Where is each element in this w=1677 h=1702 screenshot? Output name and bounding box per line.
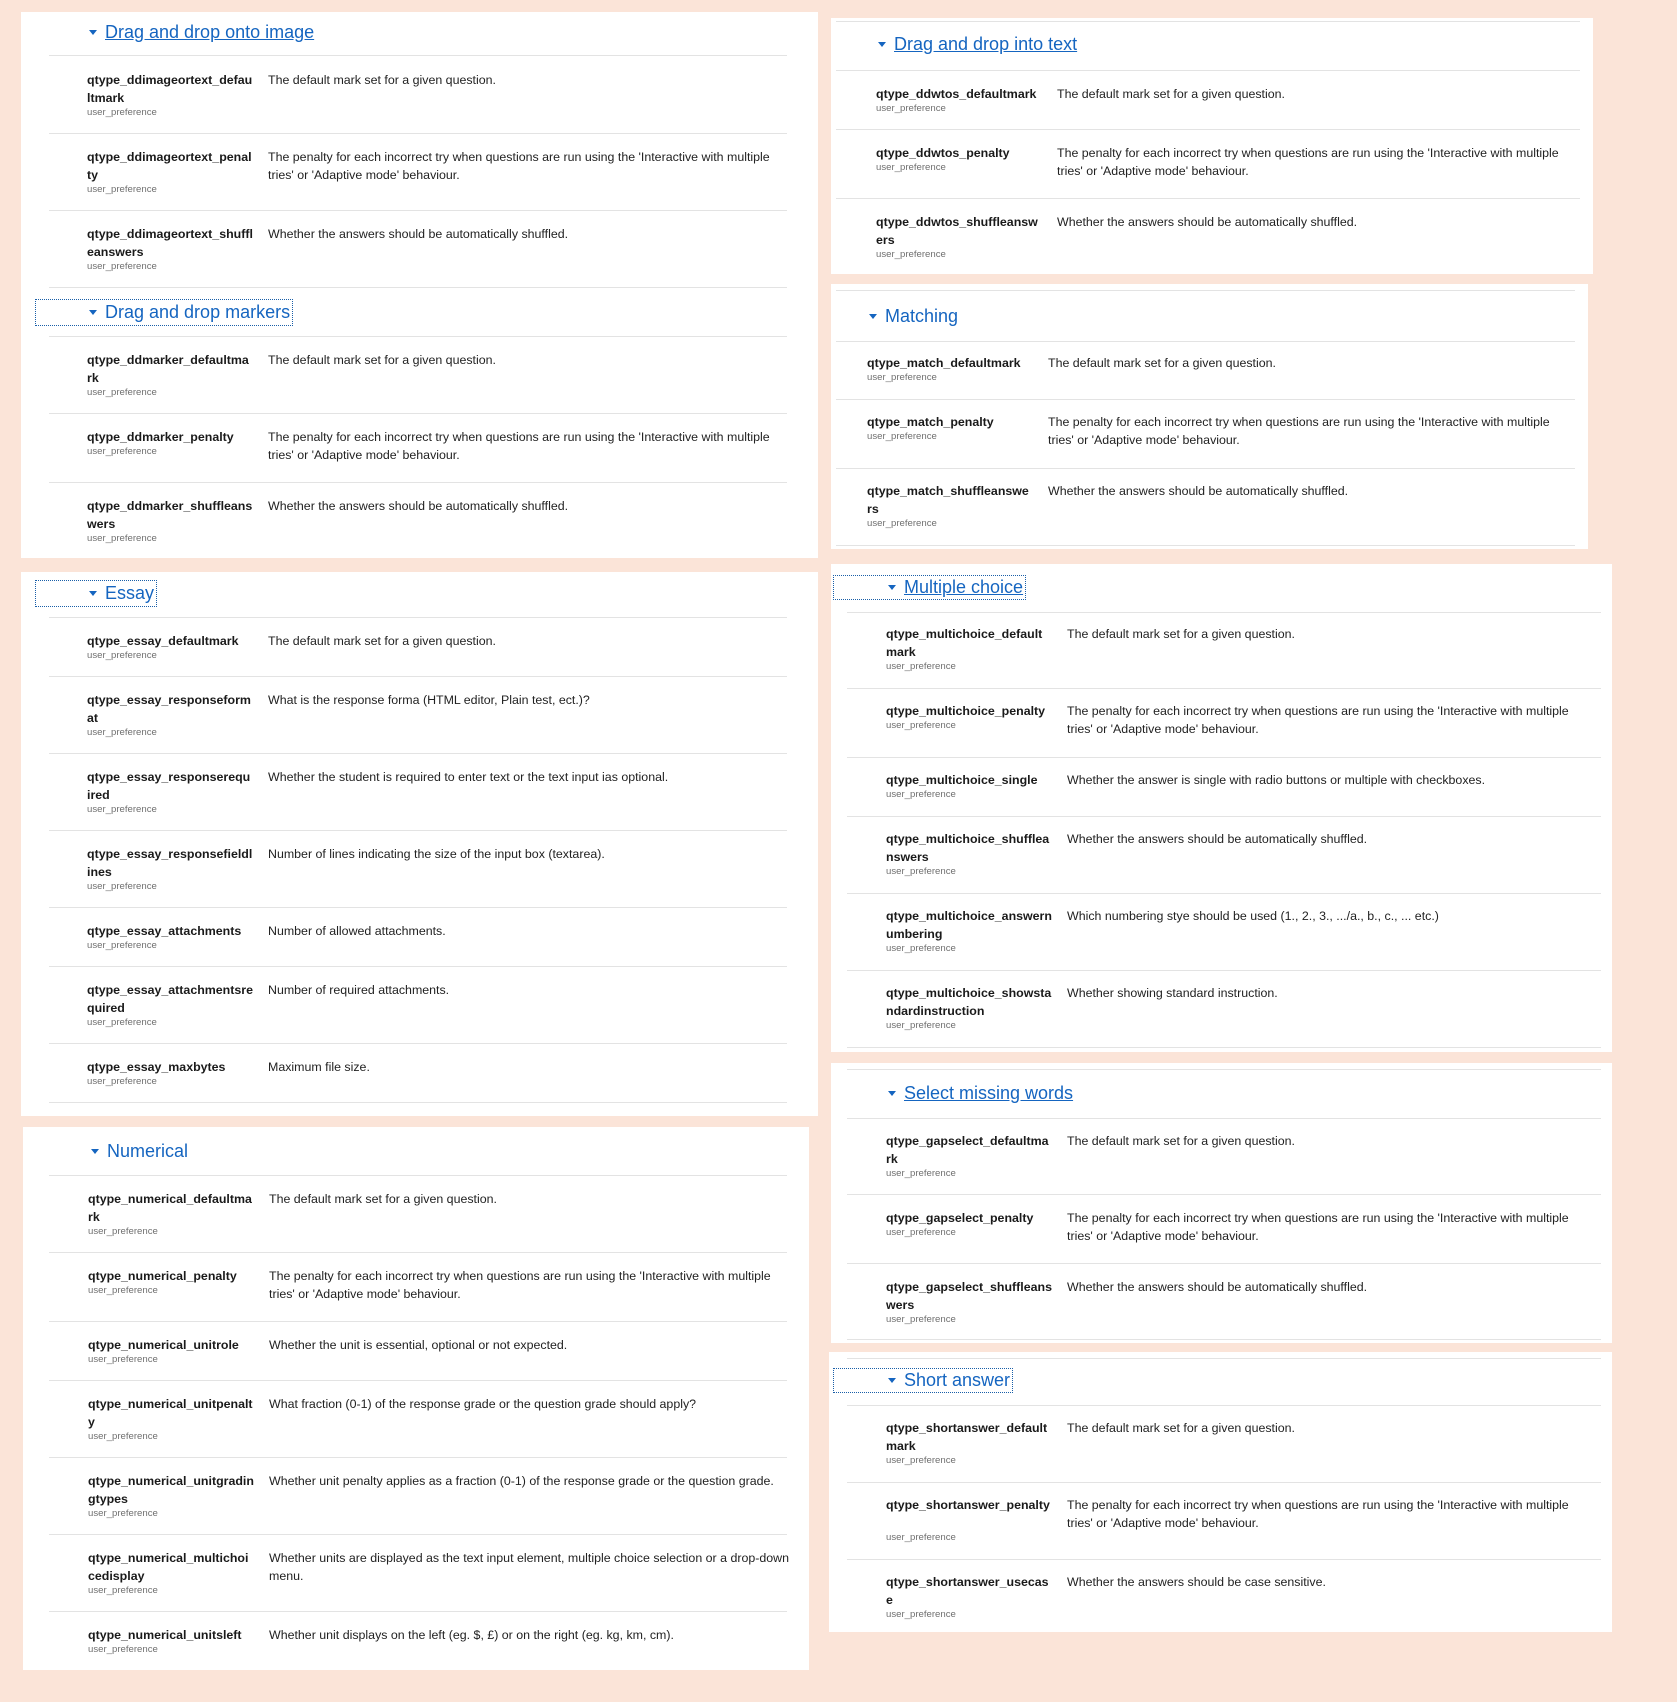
divider (847, 1339, 1601, 1340)
setting-name: qtype_numerical_defaultmark (88, 1192, 252, 1224)
setting-name: qtype_numerical_unitsleft (88, 1628, 242, 1642)
setting-description: What is the response forma (HTML editor, Plain test, ect.)? (268, 693, 590, 707)
setting-type: user_preference (886, 1314, 956, 1325)
setting-name: qtype_essay_attachmentsrequired (87, 983, 253, 1015)
setting-name: qtype_gapselect_shuffleanswers (886, 1280, 1052, 1312)
section-header-multichoice[interactable] (834, 576, 1025, 599)
chevron-down-icon (869, 314, 877, 319)
setting-name: qtype_ddwtos_shuffleanswers (876, 215, 1038, 247)
chevron-down-icon (888, 1091, 896, 1096)
chevron-down-icon (89, 310, 97, 315)
divider (836, 399, 1575, 400)
setting-type: user_preference (867, 372, 937, 383)
panel-gapselect (831, 1063, 1612, 1343)
panel-dd-image-markers (21, 12, 818, 558)
divider (847, 1263, 1601, 1264)
setting-type: user_preference (886, 1455, 956, 1466)
setting-type: user_preference (88, 1644, 158, 1655)
section-title[interactable]: Drag and drop markers (105, 302, 291, 322)
divider (847, 816, 1601, 817)
setting-type: user_preference (886, 943, 956, 954)
setting-type: user_preference (87, 1076, 157, 1087)
setting-description: Number of allowed attachments. (268, 924, 446, 938)
setting-description: The penalty for each incorrect try when questions are run using the 'Interactive with multiple tries' or 'Adaptive mode' behaviour. (269, 1269, 771, 1301)
setting-description: Number of required attachments. (268, 983, 450, 997)
setting-type: user_preference (886, 1227, 956, 1238)
divider (847, 1069, 1601, 1070)
setting-description: The default mark set for a given question. (268, 353, 496, 367)
setting-description: Which numbering stye should be used (1., 2., 3., .../a., b., c., ... etc.) (1067, 909, 1439, 923)
setting-name: qtype_ddmarker_penalty (87, 430, 234, 444)
setting-type: user_preference (886, 661, 956, 672)
setting-name: qtype_shortanswer_defaultmark (886, 1421, 1048, 1453)
divider (49, 210, 787, 211)
setting-type: user_preference (886, 1020, 956, 1031)
setting-type: user_preference (876, 162, 946, 173)
divider (836, 129, 1580, 130)
setting-type: user_preference (87, 940, 157, 951)
setting-description: The penalty for each incorrect try when questions are run using the 'Interactive with multiple tries' or 'Adaptive mode' behaviour. (268, 430, 770, 462)
setting-description: The default mark set for a given question. (1057, 87, 1285, 101)
setting-name: qtype_multichoice_showstandardinstruction (886, 986, 1052, 1018)
chevron-down-icon (89, 30, 97, 35)
divider (49, 1321, 787, 1322)
setting-name: qtype_numerical_unitgradingtypes (88, 1474, 254, 1506)
setting-type: user_preference (876, 103, 946, 114)
panel-shortanswer (829, 1352, 1612, 1632)
setting-description: The penalty for each incorrect try when questions are run using the 'Interactive with multiple tries' or 'Adaptive mode' behaviour. (1067, 1211, 1569, 1243)
setting-description: The penalty for each incorrect try when questions are run using the 'Interactive with multiple tries' or 'Adaptive mode' behaviour. (1067, 1498, 1569, 1530)
divider (49, 907, 787, 908)
setting-description: Whether units are displayed as the text input element, multiple choice selection or a drop-down menu. (269, 1551, 790, 1583)
divider (49, 1534, 787, 1535)
divider (49, 482, 787, 483)
setting-type: user_preference (87, 650, 157, 661)
divider (847, 1482, 1601, 1483)
setting-description: Number of lines indicating the size of the input box (textarea). (268, 847, 605, 861)
divider (847, 612, 1601, 613)
setting-name: qtype_essay_defaultmark (87, 634, 239, 648)
setting-description: Whether showing standard instruction. (1067, 986, 1278, 1000)
section-header-shortanswer[interactable] (834, 1369, 1012, 1392)
setting-name: qtype_multichoice_answernumbering (886, 909, 1052, 941)
section-title[interactable]: Essay (105, 583, 155, 603)
section-header-numerical[interactable] (91, 1141, 188, 1162)
setting-type: user_preference (88, 1226, 158, 1237)
setting-name: qtype_numerical_unitpenalty (88, 1397, 253, 1429)
divider (49, 287, 787, 288)
setting-description: Whether the answers should be automatically shuffled. (268, 227, 569, 241)
setting-type: user_preference (886, 1532, 956, 1543)
divider (49, 133, 787, 134)
setting-type: user_preference (87, 107, 157, 118)
setting-description: The default mark set for a given question. (1067, 627, 1295, 641)
setting-name: qtype_match_shuffleanswers (867, 484, 1029, 516)
divider (49, 1380, 787, 1381)
setting-description: The penalty for each incorrect try when questions are run using the 'Interactive with multiple tries' or 'Adaptive mode' behaviour. (268, 150, 770, 182)
divider (836, 545, 1575, 546)
section-title[interactable]: Drag and drop into text (894, 34, 1078, 54)
divider (836, 198, 1580, 199)
divider (847, 1358, 1601, 1359)
setting-description: Whether the answer is single with radio buttons or multiple with checkboxes. (1067, 773, 1486, 787)
divider (836, 341, 1575, 342)
setting-description: The default mark set for a given question. (268, 634, 496, 648)
setting-name: qtype_essay_responserequired (87, 770, 251, 802)
setting-description: What fraction (0-1) of the response grade or the question grade should apply? (269, 1397, 697, 1411)
divider (836, 21, 1580, 22)
divider (847, 970, 1601, 971)
divider (836, 468, 1575, 469)
setting-name: qtype_match_defaultmark (867, 356, 1021, 370)
setting-type: user_preference (88, 1431, 158, 1442)
setting-type: user_preference (886, 1609, 956, 1620)
setting-type: user_preference (867, 518, 937, 529)
divider (836, 290, 1575, 291)
setting-name: qtype_ddwtos_defaultmark (876, 87, 1037, 101)
setting-name: qtype_multichoice_shuffleanswers (886, 832, 1050, 864)
setting-description: Whether the unit is essential, optional or not expected. (269, 1338, 568, 1352)
setting-name: qtype_ddimageortext_shuffleanswers (87, 227, 253, 259)
section-title[interactable]: Matching (885, 306, 959, 326)
setting-description: The penalty for each incorrect try when questions are run using the 'Interactive with multiple tries' or 'Adaptive mode' behaviour. (1057, 146, 1559, 178)
setting-name: qtype_numerical_penalty (88, 1269, 237, 1283)
divider (49, 1102, 787, 1103)
divider (847, 1194, 1601, 1195)
divider (49, 1252, 787, 1253)
setting-name: qtype_ddmarker_shuffleanswers (87, 499, 253, 531)
setting-type: user_preference (886, 789, 956, 800)
divider (49, 1457, 787, 1458)
setting-description: The default mark set for a given question. (1067, 1421, 1295, 1435)
panel-matching (831, 284, 1588, 549)
section-title[interactable]: Numerical (107, 1141, 189, 1161)
panel-multichoice (831, 564, 1612, 1052)
setting-description: Whether the answers should be automatically shuffled. (1057, 215, 1358, 229)
setting-type: user_preference (87, 184, 157, 195)
panel-essay (21, 572, 818, 1116)
section-header-essay[interactable] (36, 581, 156, 606)
setting-name: qtype_essay_responseformat (87, 693, 251, 725)
setting-name: qtype_multichoice_defaultmark (886, 627, 1043, 659)
setting-description: The default mark set for a given question. (269, 1192, 497, 1206)
divider (49, 1175, 787, 1176)
chevron-down-icon (888, 585, 896, 590)
setting-type: user_preference (87, 881, 157, 892)
setting-description: The default mark set for a given question. (1067, 1134, 1295, 1148)
setting-description: Whether the answers should be automatically shuffled. (1067, 832, 1368, 846)
setting-name: qtype_essay_maxbytes (87, 1060, 226, 1074)
setting-name: qtype_match_penalty (867, 415, 994, 429)
section-title[interactable]: Multiple choice (904, 577, 1024, 597)
setting-description: Whether the student is required to enter text or the text input ias optional. (268, 770, 669, 784)
setting-type: user_preference (886, 720, 956, 731)
setting-name: qtype_gapselect_defaultmark (886, 1134, 1049, 1166)
divider (847, 1047, 1601, 1048)
setting-description: Whether unit displays on the left (eg. $, £) or on the right (eg. kg, km, cm). (269, 1628, 674, 1642)
setting-description: Whether the answers should be case sensitive. (1067, 1575, 1326, 1589)
section-title[interactable]: Select missing words (904, 1083, 1074, 1103)
setting-type: user_preference (87, 804, 157, 815)
setting-type: user_preference (87, 446, 157, 457)
divider (49, 830, 787, 831)
setting-type: user_preference (886, 866, 956, 877)
setting-type: user_preference (88, 1508, 158, 1519)
panel-ddwtos (831, 18, 1593, 274)
setting-type: user_preference (87, 727, 157, 738)
setting-type: user_preference (88, 1585, 158, 1596)
setting-description: The default mark set for a given question. (268, 73, 496, 87)
divider (847, 1559, 1601, 1560)
divider (49, 55, 787, 56)
divider (49, 753, 787, 754)
setting-name: qtype_shortanswer_penalty (886, 1498, 1050, 1512)
divider (49, 617, 787, 618)
section-header-matching[interactable] (869, 306, 958, 327)
setting-type: user_preference (87, 261, 157, 272)
setting-description: The penalty for each incorrect try when questions are run using the 'Interactive with multiple tries' or 'Adaptive mode' behaviour. (1067, 704, 1569, 736)
setting-description: Maximum file size. (268, 1060, 370, 1074)
setting-type: user_preference (87, 387, 157, 398)
divider (49, 1043, 787, 1044)
panel-numerical (23, 1127, 809, 1670)
chevron-down-icon (91, 1149, 99, 1154)
setting-name: qtype_numerical_multichoicedisplay (88, 1551, 249, 1583)
setting-name: qtype_essay_responsefieldlines (87, 847, 253, 879)
setting-description: Whether the answers should be automatically shuffled. (268, 499, 569, 513)
setting-type: user_preference (87, 533, 157, 544)
setting-type: user_preference (88, 1354, 158, 1365)
setting-type: user_preference (87, 1017, 157, 1028)
setting-type: user_preference (867, 431, 937, 442)
divider (836, 70, 1580, 71)
chevron-down-icon (888, 1378, 896, 1383)
divider (49, 966, 787, 967)
divider (49, 1611, 787, 1612)
divider (847, 1118, 1601, 1119)
section-header-ddimageortext[interactable] (89, 22, 314, 43)
setting-name: qtype_ddimageortext_defaultmark (87, 73, 253, 105)
setting-name: qtype_ddwtos_penalty (876, 146, 1010, 160)
setting-name: qtype_gapselect_penalty (886, 1211, 1034, 1225)
setting-name: qtype_shortanswer_usecase (886, 1575, 1049, 1607)
setting-description: Whether unit penalty applies as a fraction (0-1) of the response grade or the question grade. (269, 1474, 774, 1488)
divider (847, 688, 1601, 689)
setting-description: Whether the answers should be automatically shuffled. (1067, 1280, 1368, 1294)
setting-name: qtype_multichoice_single (886, 773, 1038, 787)
section-header-gapselect[interactable] (888, 1083, 1073, 1104)
setting-name: qtype_multichoice_penalty (886, 704, 1046, 718)
chevron-down-icon (878, 42, 886, 47)
divider (847, 757, 1601, 758)
divider (847, 1405, 1601, 1406)
setting-description: The default mark set for a given question. (1048, 356, 1276, 370)
divider (847, 893, 1601, 894)
section-title[interactable]: Short answer (904, 1370, 1011, 1390)
divider (49, 413, 787, 414)
section-header-ddmarker[interactable] (36, 300, 292, 325)
setting-description: Whether the answers should be automatically shuffled. (1048, 484, 1349, 498)
setting-name: qtype_essay_attachments (87, 924, 242, 938)
setting-description: The penalty for each incorrect try when questions are run using the 'Interactive with multiple tries' or 'Adaptive mode' behaviour. (1048, 415, 1550, 447)
divider (49, 336, 787, 337)
chevron-down-icon (89, 591, 97, 596)
section-header-ddwtos[interactable] (878, 34, 1077, 55)
divider (49, 676, 787, 677)
setting-type: user_preference (886, 1168, 956, 1179)
section-title[interactable]: Drag and drop onto image (105, 22, 315, 42)
setting-name: qtype_ddmarker_defaultmark (87, 353, 249, 385)
setting-type: user_preference (88, 1285, 158, 1296)
setting-type: user_preference (876, 249, 946, 260)
setting-name: qtype_ddimageortext_penalty (87, 150, 252, 182)
setting-name: qtype_numerical_unitrole (88, 1338, 239, 1352)
